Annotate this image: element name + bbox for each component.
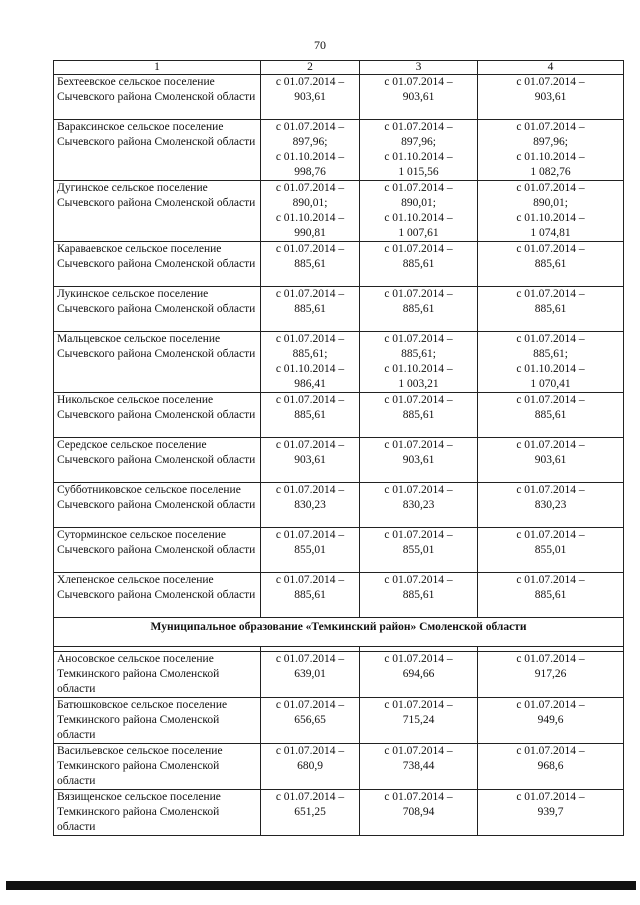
settlement-name: Никольское сельское поселение Сычевского района Смоленской области <box>54 393 261 438</box>
tariff-cell-c2 <box>261 483 360 528</box>
tariff-line: с 01.07.2014 – <box>516 484 585 496</box>
table-row <box>54 332 624 393</box>
tariff-line: с 01.07.2014 – <box>384 791 453 803</box>
tariff-line: 656,65 <box>294 714 326 726</box>
tariff-line: с 01.07.2014 – <box>275 243 345 255</box>
tariff-cell-c3 <box>360 242 478 287</box>
tariff-line: 885,61 <box>294 589 326 601</box>
tariff-cell-c3 <box>360 483 478 528</box>
section-header-group <box>54 618 624 652</box>
tariff-line: с 01.07.2014 – <box>275 394 345 406</box>
section-title: Муниципальное образование «Темкинский район» Смоленской области <box>54 618 624 647</box>
tariff-line: 897,96; <box>401 136 436 148</box>
tariff-line: 917,26 <box>534 668 567 680</box>
settlement-name: Караваевское сельское поселение Сычевского района Смоленской области <box>54 242 261 287</box>
table-row <box>54 573 624 618</box>
tariff-line: с 01.07.2014 – <box>384 484 453 496</box>
tariff-cell-c4 <box>478 790 624 836</box>
tariff-cell-c3 <box>360 573 478 618</box>
tariff-cell-c2 <box>261 393 360 438</box>
table-row <box>54 790 624 836</box>
table-row <box>54 181 624 242</box>
table-row <box>54 698 624 744</box>
tariff-line: с 01.07.2014 – <box>384 745 453 757</box>
settlement-name: Аносовское сельское поселение Темкинского района Смоленской области <box>54 652 261 698</box>
tariff-line: 990,81 <box>294 227 326 239</box>
tariff-line: с 01.07.2014 – <box>384 243 453 255</box>
tariff-cell-c3 <box>360 790 478 836</box>
tariff-cell-c3 <box>360 393 478 438</box>
tariff-line: с 01.07.2014 – <box>516 439 585 451</box>
tariff-cell-c4 <box>478 573 624 618</box>
tariff-line: 680,9 <box>297 760 323 772</box>
tariff-line: с 01.10.2014 – <box>516 212 585 224</box>
tariff-cell-c3 <box>360 652 478 698</box>
tariff-line: 949,6 <box>537 714 564 726</box>
tariff-line: с 01.07.2014 – <box>275 288 345 300</box>
tariff-line: с 01.07.2014 – <box>384 699 453 711</box>
tariff-cell-c4 <box>478 438 624 483</box>
tariff-cell-c2 <box>261 75 360 120</box>
tariff-line: 885,61 <box>294 409 326 421</box>
tariff-cell-c4 <box>478 393 624 438</box>
tariff-line: 885,61 <box>294 258 326 270</box>
tariff-cell-c4 <box>478 528 624 573</box>
tariff-line: 903,61 <box>294 91 326 103</box>
tariff-line: с 01.10.2014 – <box>516 363 585 375</box>
tariff-line: с 01.07.2014 – <box>516 243 585 255</box>
tariff-cell-c2 <box>261 287 360 332</box>
tariff-line: с 01.07.2014 – <box>516 699 585 711</box>
tariff-line: 885,61 <box>534 409 567 421</box>
settlement-name: Дугинское сельское поселение Сычевского района Смоленской области <box>54 181 261 242</box>
table-row <box>54 652 624 698</box>
tariff-line: 986,41 <box>294 378 326 390</box>
tariff-line: с 01.07.2014 – <box>516 333 585 345</box>
tariff-line: 1 070,41 <box>530 378 571 390</box>
tariff-cell-c4 <box>478 242 624 287</box>
tariff-cell-c3 <box>360 744 478 790</box>
tariff-line: 897,96; <box>292 136 328 148</box>
tariff-line: 1 015,56 <box>398 166 439 178</box>
tariff-line: 903,61 <box>402 91 435 103</box>
tariff-line: с 01.07.2014 – <box>275 333 345 345</box>
tariff-line: 885,61 <box>402 258 435 270</box>
tariff-line: 890,01; <box>533 197 568 209</box>
tariff-line: с 01.07.2014 – <box>384 653 453 665</box>
tariff-line: с 01.07.2014 – <box>275 653 345 665</box>
tariff-line: 830,23 <box>294 499 326 511</box>
tariff-cell-c4 <box>478 75 624 120</box>
tariff-line: 855,01 <box>534 544 567 556</box>
tariff-line: с 01.07.2014 – <box>275 574 345 586</box>
tariff-line: с 01.07.2014 – <box>275 791 345 803</box>
tariff-line: с 01.07.2014 – <box>275 76 345 88</box>
settlement-name: Мальцевское сельское поселение Сычевского района Смоленской области <box>54 332 261 393</box>
tariff-line: с 01.07.2014 – <box>516 653 585 665</box>
settlement-name: Лукинское сельское поселение Сычевского района Смоленской области <box>54 287 261 332</box>
tariff-cell-c2 <box>261 120 360 181</box>
tariff-cell-c4 <box>478 287 624 332</box>
tariff-line: 885,61; <box>533 348 568 360</box>
tariff-line: с 01.07.2014 – <box>384 76 453 88</box>
tariff-cell-c2 <box>261 438 360 483</box>
tariff-line: с 01.07.2014 – <box>516 394 585 406</box>
tariff-line: 885,61 <box>534 589 567 601</box>
tariff-line: с 01.07.2014 – <box>384 333 453 345</box>
settlement-name: Вязищенское сельское поселение Темкинского района Смоленской области <box>54 790 261 836</box>
tariff-line: с 01.07.2014 – <box>275 745 345 757</box>
tariff-cell-c4 <box>478 332 624 393</box>
tariff-line: с 01.07.2014 – <box>384 529 453 541</box>
tariff-cell-c4 <box>478 652 624 698</box>
tariff-cell-c2 <box>261 242 360 287</box>
tariff-line: 1 082,76 <box>530 166 571 178</box>
tariff-cell-c3 <box>360 120 478 181</box>
tariff-line: 890,01; <box>292 197 328 209</box>
tariff-line: 890,01; <box>401 197 436 209</box>
tariff-cell-c3 <box>360 698 478 744</box>
tariff-line: 885,61 <box>534 303 567 315</box>
tariff-line: 830,23 <box>534 499 567 511</box>
tariff-line: 885,61 <box>402 303 435 315</box>
tariff-cell-c3 <box>360 332 478 393</box>
table-row <box>54 438 624 483</box>
tariff-cell-c2 <box>261 790 360 836</box>
tariff-cell-c4 <box>478 483 624 528</box>
tariff-line: 903,61 <box>534 454 567 466</box>
scan-border-bar <box>6 881 636 890</box>
tariff-line: с 01.10.2014 – <box>516 151 585 163</box>
tariff-line: 968,6 <box>537 760 564 772</box>
tariff-line: с 01.10.2014 – <box>384 151 453 163</box>
tariff-table <box>53 60 624 836</box>
section-header-row <box>54 618 624 647</box>
sychevsky-group <box>54 75 624 618</box>
settlement-name: Суторминское сельское поселение Сычевского района Смоленской области <box>54 528 261 573</box>
tariff-cell-c4 <box>478 744 624 790</box>
tariff-line: с 01.07.2014 – <box>516 121 585 133</box>
tariff-cell-c2 <box>261 744 360 790</box>
tariff-cell-c3 <box>360 287 478 332</box>
settlement-name: Хлепенское сельское поселение Сычевского района Смоленской области <box>54 573 261 618</box>
table-row <box>54 242 624 287</box>
tariff-line: 855,01 <box>402 544 435 556</box>
tariff-line: 897,96; <box>533 136 568 148</box>
tariff-line: 903,61 <box>402 454 435 466</box>
tariff-line: 885,61; <box>292 348 328 360</box>
tariff-line: 885,61 <box>402 589 435 601</box>
column-number-1: 1 <box>54 61 261 75</box>
tariff-line: с 01.07.2014 – <box>516 182 585 194</box>
tariff-line: 715,24 <box>402 714 435 726</box>
tariff-line: 708,94 <box>402 806 435 818</box>
temkinsky-group <box>54 652 624 836</box>
tariff-line: с 01.07.2014 – <box>516 76 585 88</box>
tariff-line: 738,44 <box>402 760 435 772</box>
tariff-line: с 01.07.2014 – <box>516 791 585 803</box>
table-row <box>54 528 624 573</box>
settlement-name: Батюшковское сельское поселение Темкинского района Смоленской области <box>54 698 261 744</box>
tariff-line: с 01.07.2014 – <box>384 439 453 451</box>
tariff-line: 830,23 <box>402 499 435 511</box>
tariff-line: 1 003,21 <box>398 378 439 390</box>
tariff-line: 998,76 <box>294 166 326 178</box>
table-row <box>54 120 624 181</box>
tariff-line: с 01.07.2014 – <box>384 288 453 300</box>
tariff-cell-c2 <box>261 698 360 744</box>
table-row <box>54 287 624 332</box>
tariff-line: с 01.10.2014 – <box>384 212 453 224</box>
tariff-line: 639,01 <box>294 668 326 680</box>
tariff-line: 1 007,61 <box>398 227 439 239</box>
tariff-line: с 01.10.2014 – <box>275 212 345 224</box>
settlement-name: Бехтеевское сельское поселение Сычевского района Смоленской области <box>54 75 261 120</box>
tariff-cell-c4 <box>478 181 624 242</box>
settlement-name: Вараксинское сельское поселение Сычевского района Смоленской области <box>54 120 261 181</box>
tariff-line: 694,66 <box>402 668 435 680</box>
tariff-line: с 01.07.2014 – <box>275 529 345 541</box>
tariff-line: с 01.10.2014 – <box>275 151 345 163</box>
tariff-line: с 01.07.2014 – <box>384 394 453 406</box>
tariff-line: с 01.07.2014 – <box>516 574 585 586</box>
page-number: 70 <box>314 38 326 52</box>
tariff-cell-c2 <box>261 573 360 618</box>
tariff-line: 885,61 <box>534 258 567 270</box>
tariff-line: 939,7 <box>537 806 564 818</box>
table-row <box>54 483 624 528</box>
tariff-line: с 01.10.2014 – <box>384 363 453 375</box>
column-number-row <box>54 61 624 75</box>
table-row <box>54 744 624 790</box>
tariff-line: с 01.07.2014 – <box>384 121 453 133</box>
column-number-2: 2 <box>261 61 360 75</box>
column-number-4: 4 <box>478 61 624 75</box>
tariff-line: 885,61 <box>402 409 435 421</box>
tariff-line: с 01.07.2014 – <box>275 439 345 451</box>
tariff-line: с 01.07.2014 – <box>275 699 345 711</box>
tariff-cell-c2 <box>261 528 360 573</box>
tariff-cell-c4 <box>478 120 624 181</box>
tariff-line: с 01.07.2014 – <box>516 288 585 300</box>
tariff-cell-c3 <box>360 75 478 120</box>
tariff-line: с 01.07.2014 – <box>275 484 345 496</box>
tariff-cell-c4 <box>478 698 624 744</box>
tariff-line: 855,01 <box>294 544 326 556</box>
tariff-line: с 01.10.2014 – <box>275 363 345 375</box>
tariff-line: 903,61 <box>534 91 567 103</box>
tariff-line: 903,61 <box>294 454 326 466</box>
tariff-line: с 01.07.2014 – <box>516 529 585 541</box>
tariff-line: с 01.07.2014 – <box>384 182 453 194</box>
tariff-cell-c3 <box>360 181 478 242</box>
column-number-3: 3 <box>360 61 478 75</box>
tariff-line: 885,61; <box>401 348 436 360</box>
table-row <box>54 75 624 120</box>
settlement-name: Васильевское сельское поселение Темкинского района Смоленской области <box>54 744 261 790</box>
table-row <box>54 393 624 438</box>
tariff-line: с 01.07.2014 – <box>516 745 585 757</box>
tariff-cell-c2 <box>261 652 360 698</box>
tariff-cell-c3 <box>360 438 478 483</box>
tariff-line: 651,25 <box>294 806 326 818</box>
settlement-name: Середское сельское поселение Сычевского района Смоленской области <box>54 438 261 483</box>
tariff-cell-c2 <box>261 332 360 393</box>
settlement-name: Субботниковское сельское поселение Сычевского района Смоленской области <box>54 483 261 528</box>
tariff-line: с 01.07.2014 – <box>275 121 345 133</box>
tariff-line: с 01.07.2014 – <box>384 574 453 586</box>
tariff-line: 1 074,81 <box>530 227 571 239</box>
tariff-cell-c2 <box>261 181 360 242</box>
tariff-line: с 01.07.2014 – <box>275 182 345 194</box>
tariff-cell-c3 <box>360 528 478 573</box>
tariff-line: 885,61 <box>294 303 326 315</box>
